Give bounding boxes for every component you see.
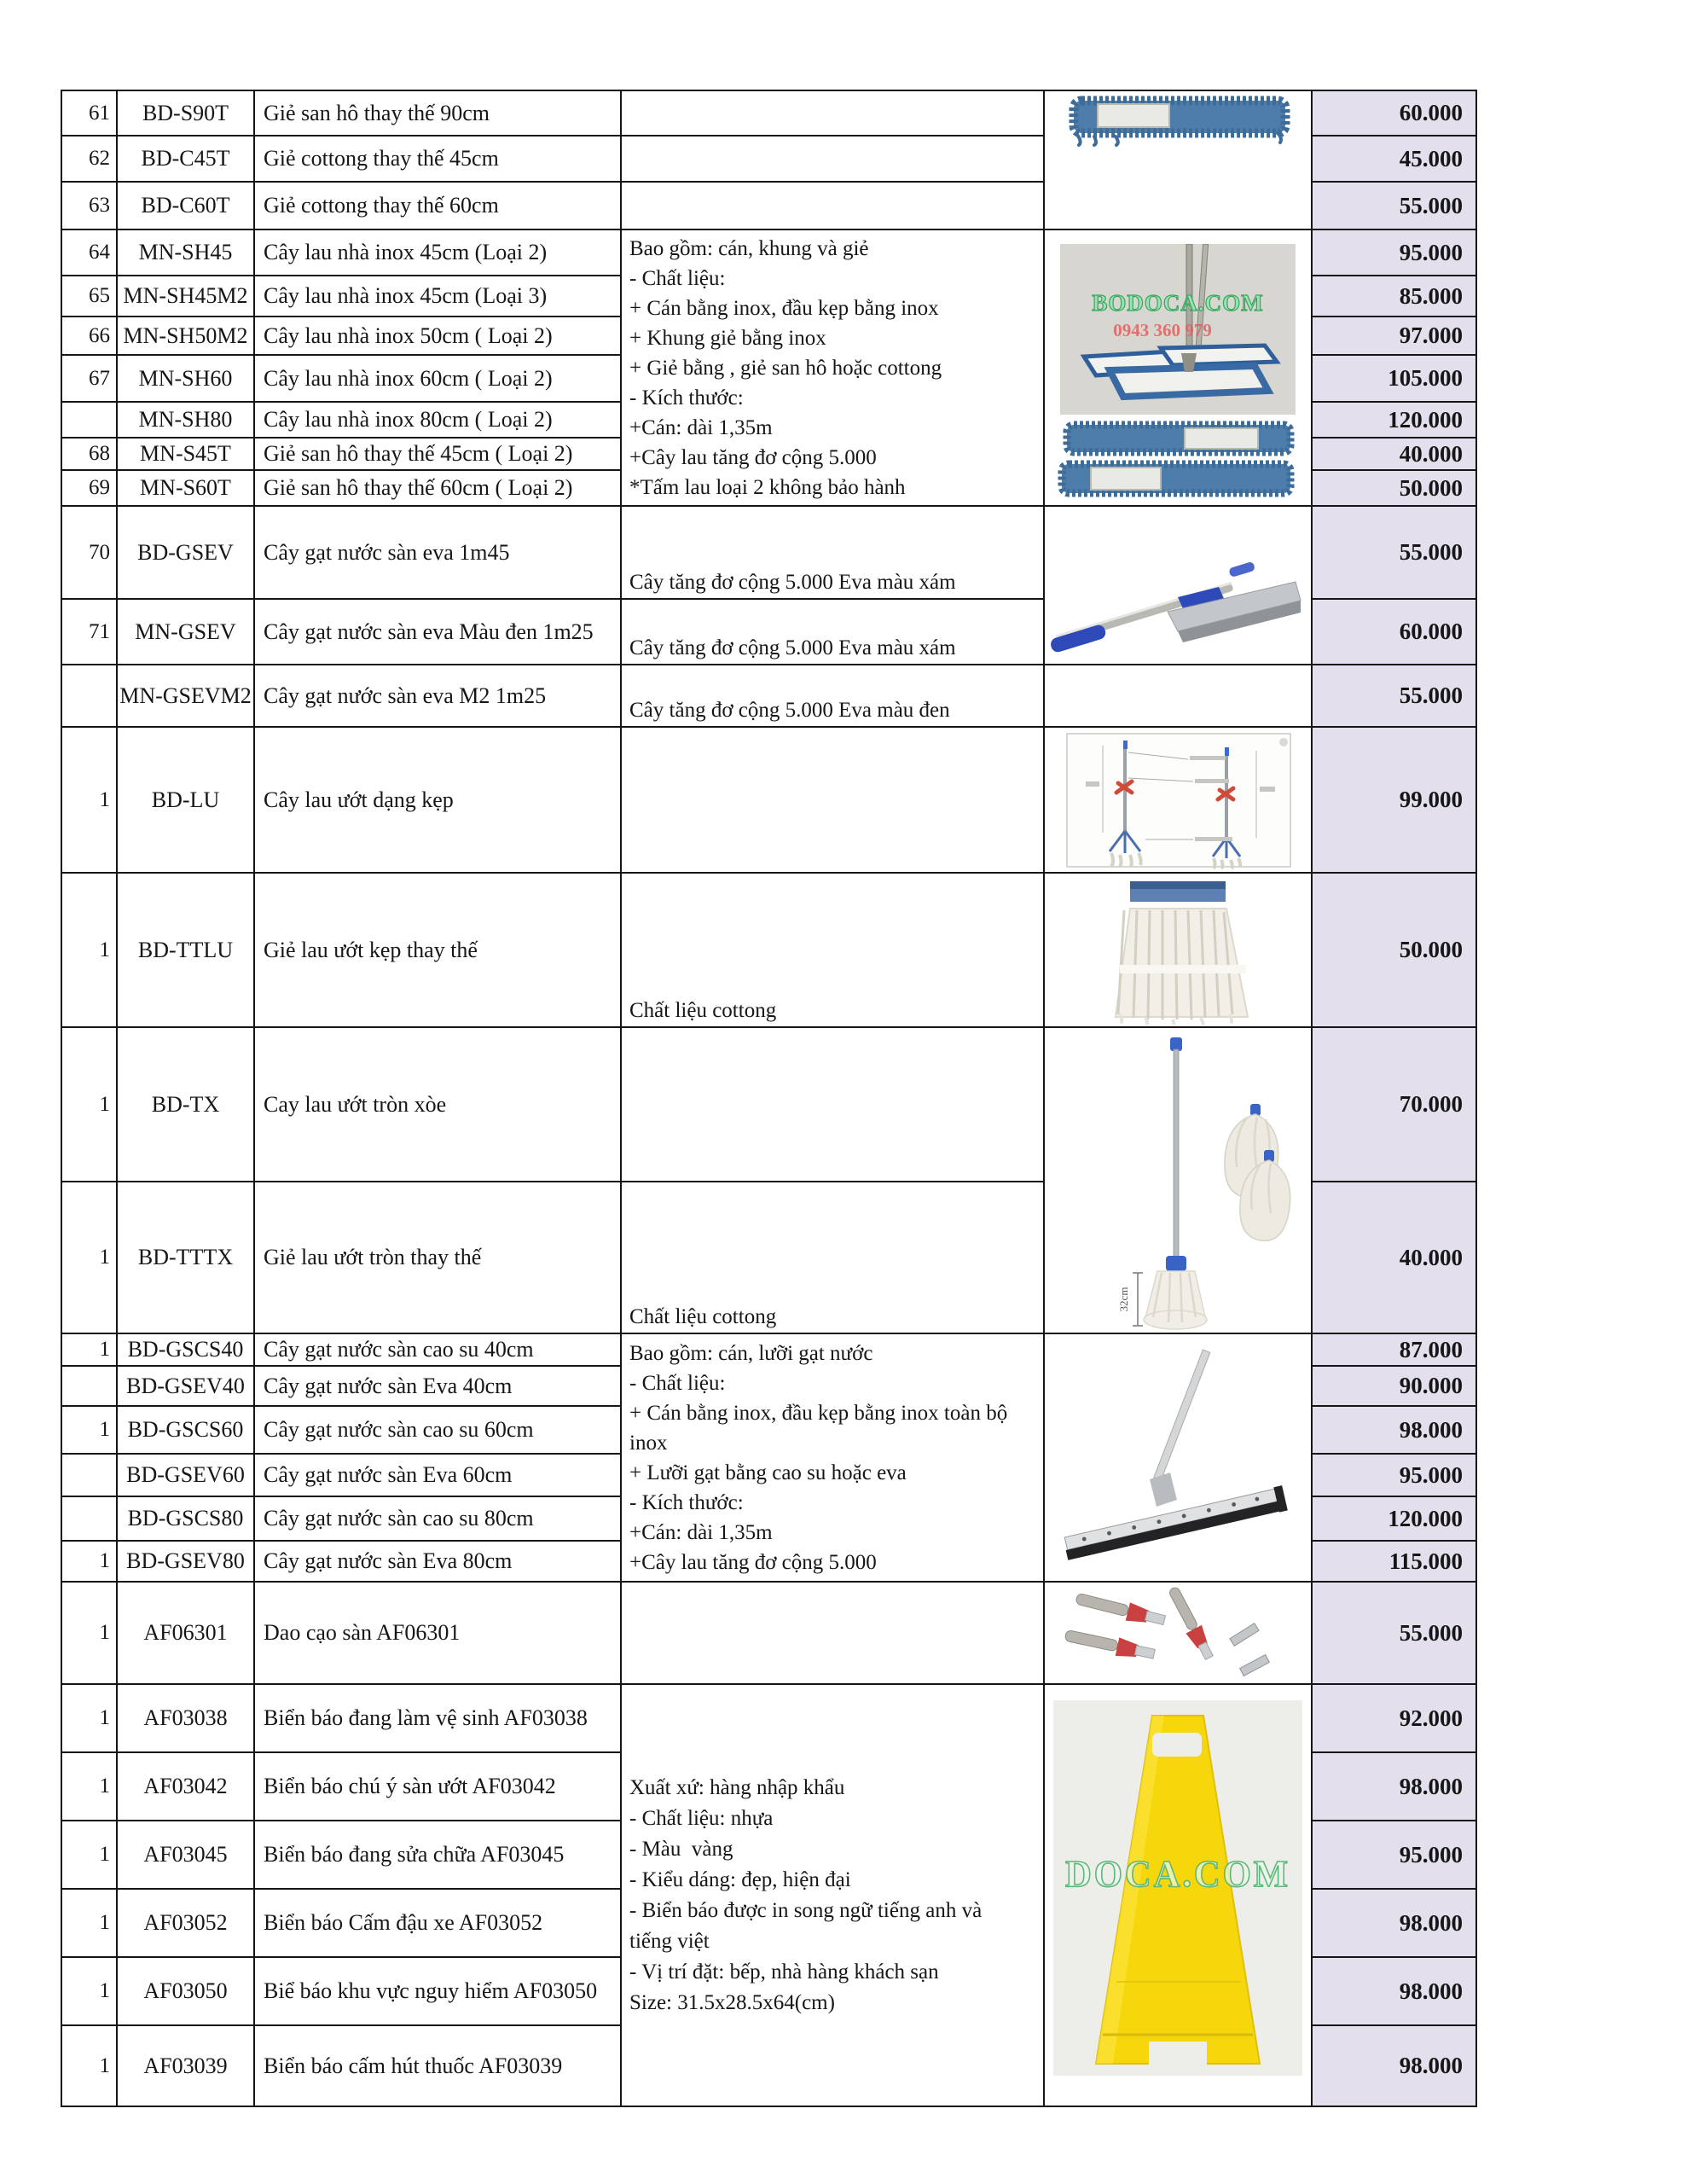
product-table	[61, 90, 1477, 2107]
cell-no	[61, 665, 117, 727]
cell-no: 1	[61, 1821, 117, 1889]
cell-image	[1044, 1027, 1312, 1333]
cell-product-name: Biể báo khu vực nguy hiểm AF03050	[254, 1957, 621, 2025]
cell-no: 62	[61, 136, 117, 182]
cell-price: 70.000	[1312, 1027, 1476, 1182]
cell-code: BD-GSCS80	[117, 1496, 254, 1541]
table-row	[61, 1684, 1476, 1752]
desc-line: - Chất liệu: nhựa	[629, 1806, 774, 1830]
cell-price: 95.000	[1312, 1454, 1476, 1496]
inox-mop-photo	[1060, 244, 1296, 415]
blue-mop-pads-image	[1057, 420, 1301, 502]
cell-product-name: Cây gạt nước sàn cao su 80cm	[254, 1496, 621, 1541]
cell-price: 98.000	[1312, 1406, 1476, 1454]
cell-no: 1	[61, 1333, 117, 1366]
table-row	[61, 665, 1476, 727]
cell-desc	[621, 1027, 1044, 1182]
cell-image	[1044, 665, 1312, 727]
cell-image	[1044, 1684, 1312, 2106]
cell-price: 98.000	[1312, 1957, 1476, 2025]
cell-no: 1	[61, 1957, 117, 2025]
cell-no: 1	[61, 2025, 117, 2106]
cell-price: 97.000	[1312, 317, 1476, 355]
cell-product-name: Cây lau nhà inox 60cm ( Loại 2)	[254, 355, 621, 402]
desc-line: +Cây lau tăng đơ cộng 5.000	[629, 445, 877, 469]
cell-no	[61, 1366, 117, 1406]
cell-product-name: Cây gạt nước sàn cao su 40cm	[254, 1333, 621, 1366]
cell-code: BD-S90T	[117, 90, 254, 136]
cell-product-name: Cây lau nhà inox 45cm (Loại 2)	[254, 229, 621, 276]
cell-code: AF03050	[117, 1957, 254, 2025]
table-row	[61, 873, 1476, 1027]
cell-price: 50.000	[1312, 873, 1476, 1027]
floor-squeegee-image	[1049, 1345, 1308, 1573]
cell-product-name: Cây lau nhà inox 45cm (Loại 3)	[254, 276, 621, 317]
desc-line: +Cán: dài 1,35m	[629, 1520, 773, 1544]
cell-no: 64	[61, 229, 117, 276]
cell-product-name: Cay lau ướt tròn xòe	[254, 1027, 621, 1182]
clamp-mop-diagram-image	[1052, 730, 1304, 870]
cell-no: 66	[61, 317, 117, 355]
cell-product-name: Cây gạt nước sàn Eva 80cm	[254, 1541, 621, 1582]
desc-line: + Giẻ bằng , giẻ san hô hoặc cottong	[629, 356, 942, 380]
cell-image	[1044, 1333, 1312, 1582]
cell-no: 1	[61, 1684, 117, 1752]
cell-code: BD-GSCS40	[117, 1333, 254, 1366]
mop-size-label: 32cm	[1117, 1287, 1130, 1312]
cell-product-name: Cây lau nhà inox 50cm ( Loại 2)	[254, 317, 621, 355]
cell-code: MN-SH50M2	[117, 317, 254, 355]
cell-product-name: Cây lau nhà inox 80cm ( Loại 2)	[254, 402, 621, 438]
cell-desc-block	[621, 1684, 1044, 2106]
cell-no: 70	[61, 506, 117, 599]
desc-line: Size: 31.5x28.5x64(cm)	[629, 1990, 835, 2014]
cell-code: BD-C60T	[117, 182, 254, 229]
cell-desc: Cây tăng đơ cộng 5.000 Eva màu xám	[621, 506, 1044, 599]
eva-squeegee-image	[1048, 529, 1306, 657]
cell-price: 40.000	[1312, 1182, 1476, 1333]
wet-mop-head-image	[1077, 876, 1278, 1025]
cell-code: MN-SH60	[117, 355, 254, 402]
cell-desc: Cây tăng đơ cộng 5.000 Eva màu đen	[621, 665, 1044, 727]
cell-code: BD-LU	[117, 727, 254, 873]
cell-no: 1	[61, 1582, 117, 1684]
cell-product-name: Cây gạt nước sàn eva Màu đen 1m25	[254, 599, 621, 665]
cell-no: 67	[61, 355, 117, 402]
cell-no	[61, 1496, 117, 1541]
cell-price: 55.000	[1312, 665, 1476, 727]
blue-mop-pad-image	[1069, 92, 1290, 147]
cell-product-name: Giẻ san hô thay thế 60cm ( Loại 2)	[254, 470, 621, 506]
cell-image	[1044, 506, 1312, 665]
desc-line: + Cán bằng inox, đầu kẹp bằng inox toàn bộ	[629, 1401, 1008, 1425]
cell-code: MN-S60T	[117, 470, 254, 506]
cell-code: MN-GSEV	[117, 599, 254, 665]
floor-scraper-image	[1049, 1586, 1308, 1682]
desc-line: + Khung giẻ bằng inox	[629, 326, 826, 350]
cell-image	[1044, 1582, 1312, 1684]
cell-no: 1	[61, 727, 117, 873]
desc-line: - Kiểu dáng: đẹp, hiện đại	[629, 1867, 851, 1891]
cell-code: BD-TTLU	[117, 873, 254, 1027]
cell-product-name: Biển báo đang sửa chữa AF03045	[254, 1821, 621, 1889]
cell-price: 90.000	[1312, 1366, 1476, 1406]
cell-image	[1044, 727, 1312, 873]
desc-line: *Tấm lau loại 2 không bảo hành	[629, 475, 906, 499]
cell-code: AF03038	[117, 1684, 254, 1752]
cell-price: 87.000	[1312, 1333, 1476, 1366]
cell-no: 68	[61, 438, 117, 470]
cell-code: MN-SH45M2	[117, 276, 254, 317]
cell-product-name: Giẻ cottong thay thế 60cm	[254, 182, 621, 229]
desc-line: - Kích thước:	[629, 1490, 744, 1514]
table-row	[61, 1582, 1476, 1684]
warning-sign-image	[1053, 1700, 1302, 2091]
cell-code: AF03039	[117, 2025, 254, 2106]
cell-code: AF03045	[117, 1821, 254, 1889]
cell-product-name: Biển báo đang làm vệ sinh AF03038	[254, 1684, 621, 1752]
cell-product-name: Giẻ lau ướt tròn thay thế	[254, 1182, 621, 1333]
table-row	[61, 1027, 1476, 1182]
cell-price: 115.000	[1312, 1541, 1476, 1582]
cell-price: 98.000	[1312, 2025, 1476, 2106]
cell-product-name: Giẻ san hô thay thế 90cm	[254, 90, 621, 136]
cell-price: 55.000	[1312, 506, 1476, 599]
cell-price: 55.000	[1312, 1582, 1476, 1684]
cell-price: 60.000	[1312, 90, 1476, 136]
cell-desc-block	[621, 229, 1044, 506]
cell-price: 55.000	[1312, 182, 1476, 229]
cell-price: 120.000	[1312, 402, 1476, 438]
cell-code: BD-TTTX	[117, 1182, 254, 1333]
cell-image	[1044, 873, 1312, 1027]
cell-product-name: Cây gạt nước sàn Eva 40cm	[254, 1366, 621, 1406]
round-mop-image	[1049, 1032, 1308, 1331]
cell-no: 1	[61, 1406, 117, 1454]
cell-desc	[621, 136, 1044, 182]
cell-code: BD-GSEV40	[117, 1366, 254, 1406]
cell-no	[61, 402, 117, 438]
desc-line: tiếng việt	[629, 1929, 710, 1953]
cell-code: BD-GSEV80	[117, 1541, 254, 1582]
cell-no: 1	[61, 1889, 117, 1957]
cell-price: 105.000	[1312, 355, 1476, 402]
cell-product-name: Cây gạt nước sàn eva M2 1m25	[254, 665, 621, 727]
cell-desc	[621, 727, 1044, 873]
cell-no: 1	[61, 1027, 117, 1182]
cell-product-name: Dao cạo sàn AF06301	[254, 1582, 621, 1684]
cell-desc-block	[621, 1333, 1044, 1582]
cell-price: 92.000	[1312, 1684, 1476, 1752]
cell-code: BD-C45T	[117, 136, 254, 182]
cell-price: 85.000	[1312, 276, 1476, 317]
cell-price: 95.000	[1312, 1821, 1476, 1889]
cell-no: 1	[61, 1182, 117, 1333]
cell-product-name: Giẻ cottong thay thế 45cm	[254, 136, 621, 182]
cell-no: 71	[61, 599, 117, 665]
desc-line: + Cán bằng inox, đầu kẹp bằng inox	[629, 296, 939, 320]
cell-product-name: Giẻ lau ướt kẹp thay thế	[254, 873, 621, 1027]
table-row	[61, 229, 1476, 276]
cell-product-name: Biển báo cấm hút thuốc AF03039	[254, 2025, 621, 2106]
cell-code: BD-GSEV60	[117, 1454, 254, 1496]
cell-no	[61, 1454, 117, 1496]
cell-desc: Chất liệu cottong	[621, 873, 1044, 1027]
desc-line: Xuất xứ: hàng nhập khẩu	[629, 1775, 845, 1799]
watermark-sign: DOCA.COM	[1065, 1853, 1290, 1895]
cell-code: MN-SH45	[117, 229, 254, 276]
desc-line: +Cán: dài 1,35m	[629, 415, 773, 439]
cell-code: BD-GSEV	[117, 506, 254, 599]
desc-line: - Chất liệu:	[629, 1371, 726, 1395]
cell-code: MN-GSEVM2	[117, 665, 254, 727]
cell-code: BD-GSCS60	[117, 1406, 254, 1454]
cell-product-name: Cây gạt nước sàn Eva 60cm	[254, 1454, 621, 1496]
cell-no: 1	[61, 873, 117, 1027]
cell-price: 40.000	[1312, 438, 1476, 470]
cell-price: 99.000	[1312, 727, 1476, 873]
cell-price: 98.000	[1312, 1752, 1476, 1821]
desc-line: + Lưỡi gạt bằng cao su hoặc eva	[629, 1461, 907, 1484]
cell-code: AF03052	[117, 1889, 254, 1957]
cell-product-name: Cây gạt nước sàn eva 1m45	[254, 506, 621, 599]
cell-price: 45.000	[1312, 136, 1476, 182]
desc-line: - Biển báo được in song ngữ tiếng anh và	[629, 1898, 983, 1922]
cell-image	[1044, 229, 1312, 506]
table-row	[61, 727, 1476, 873]
watermark-phone: 0943 360 979	[1113, 320, 1212, 340]
cell-product-name: Cây gạt nước sàn cao su 60cm	[254, 1406, 621, 1454]
cell-desc: Chất liệu cottong	[621, 1182, 1044, 1333]
cell-no: 1	[61, 1541, 117, 1582]
cell-desc	[621, 182, 1044, 229]
cell-product-name: Biển báo chú ý sàn ướt AF03042	[254, 1752, 621, 1821]
desc-line: inox	[629, 1431, 668, 1455]
cell-price: 95.000	[1312, 229, 1476, 276]
cell-no: 1	[61, 1752, 117, 1821]
table-row	[61, 1333, 1476, 1366]
cell-code: AF06301	[117, 1582, 254, 1684]
cell-no: 63	[61, 182, 117, 229]
cell-image	[1044, 90, 1312, 229]
desc-line: - Kích thước:	[629, 386, 744, 410]
cell-price: 98.000	[1312, 1889, 1476, 1957]
cell-price: 60.000	[1312, 599, 1476, 665]
desc-line: - Màu vàng	[629, 1837, 733, 1861]
table-row	[61, 506, 1476, 599]
cell-product-name: Giẻ san hô thay thế 45cm ( Loại 2)	[254, 438, 621, 470]
cell-no: 65	[61, 276, 117, 317]
cell-no: 61	[61, 90, 117, 136]
desc-line: +Cây lau tăng đơ cộng 5.000	[629, 1550, 877, 1574]
desc-line: - Vị trí đặt: bếp, nhà hàng khách sạn	[629, 1960, 939, 1984]
cell-price: 120.000	[1312, 1496, 1476, 1541]
cell-no: 69	[61, 470, 117, 506]
desc-line: Bao gồm: cán, khung và giẻ	[629, 236, 869, 260]
desc-line: Bao gồm: cán, lưỡi gạt nước	[629, 1341, 873, 1365]
watermark-site: BODOCA.COM	[1092, 290, 1264, 316]
desc-line: - Chất liệu:	[629, 266, 726, 290]
cell-desc	[621, 90, 1044, 136]
cell-code: MN-S45T	[117, 438, 254, 470]
cell-code: BD-TX	[117, 1027, 254, 1182]
cell-price: 50.000	[1312, 470, 1476, 506]
table-row	[61, 90, 1476, 136]
cell-product-name: Cây lau ướt dạng kẹp	[254, 727, 621, 873]
cell-product-name: Biển báo Cấm đậu xe AF03052	[254, 1889, 621, 1957]
cell-desc	[621, 1582, 1044, 1684]
cell-code: AF03042	[117, 1752, 254, 1821]
cell-desc: Cây tăng đơ cộng 5.000 Eva màu xám	[621, 599, 1044, 665]
cell-code: MN-SH80	[117, 402, 254, 438]
